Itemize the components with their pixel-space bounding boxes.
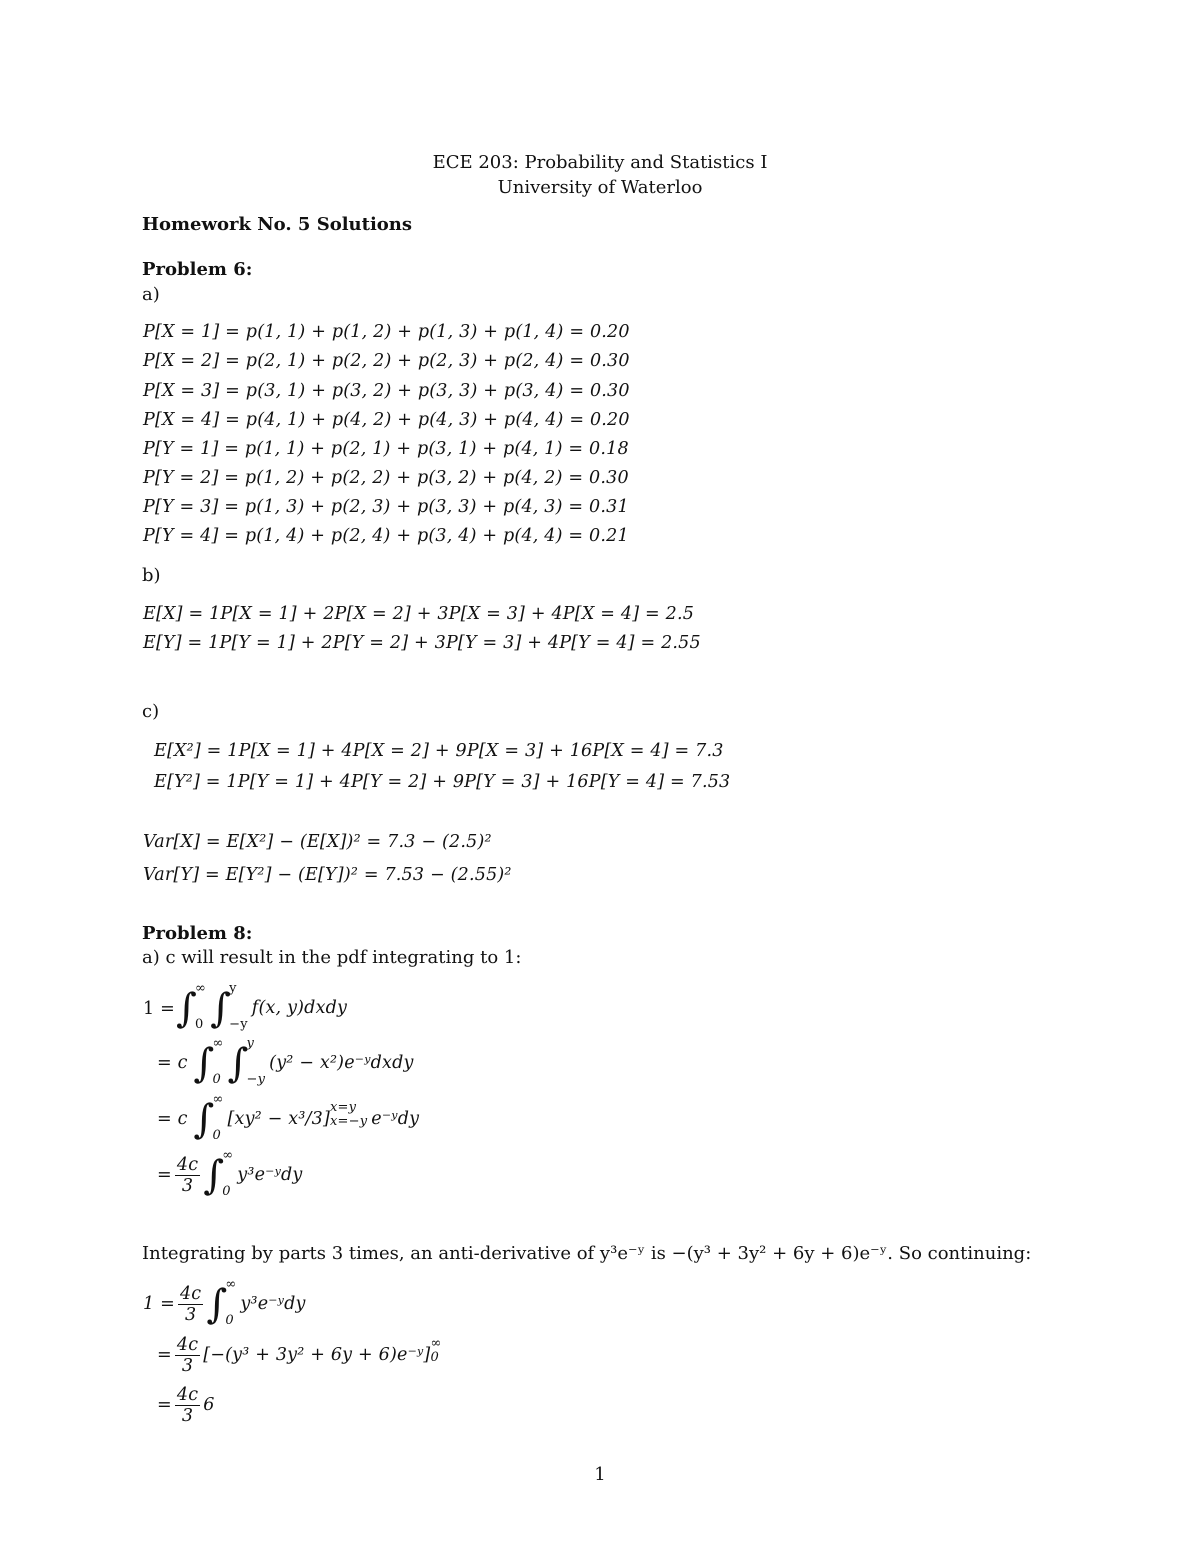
integral-sign: ∫ [210,985,232,1032]
marginal-line: P[Y = 1] = p(1, 1) + p(2, 1) + p(3, 1) + p(4, 1) = 0.18 [143,439,629,459]
integrand: y³e⁻ʸdy [240,1294,306,1314]
marginal-line: P[X = 1] = p(1, 1) + p(1, 2) + p(1, 3) + p(1, 4) = 0.20 [143,322,630,342]
result-line: = $\frac{4c}{3}$ 6 [157,1385,215,1426]
variance-line: Var[X] = E[X²] − (E[X])² = 7.3 − (2.5)² [143,832,492,852]
marginal-line: P[Y = 3] = p(1, 3) + p(2, 3) + p(3, 3) + p(4, 3) = 0.31 [143,497,629,517]
integrand-tail: e⁻ʸdy [371,1109,420,1129]
marginal-line: P[X = 3] = p(3, 1) + p(3, 2) + p(3, 3) + p(3, 4) = 0.30 [143,381,630,401]
evaluated-antiderivative: = $\frac{4c}{3}$ [−(y³ + 3y² + 6y + 6)e⁻ʸ] ∞ 0 [157,1335,442,1376]
integral-limits: ∞ 0 [212,1091,224,1143]
course-title: ECE 203: Probability and Statistics I [432,152,768,173]
fraction: $\frac{4c}{3}$ [176,1335,199,1376]
second-moment-line: E[X²] = 1P[X = 1] + 4P[X = 2] + 9P[X = 3] + 16P[X = 4] = 7.3 [154,741,724,761]
integral-sign: ∫ [227,1040,249,1087]
integral-limits: ∞ 0 [222,1147,234,1199]
single-integral [157,1089,419,1149]
problem-8-heading: Problem 8: [142,923,253,944]
fraction: $\frac{4c}{3}$ [179,1284,202,1325]
bracket-limits: ∞ 0 [430,1335,442,1365]
expectation-line: E[X] = 1P[X = 1] + 2P[X = 2] + 3P[X = 3] + 4P[X = 4] = 2.5 [143,604,695,624]
variance-line: Var[Y] = E[Y²] − (E[Y])² = 7.53 − (2.55)² [143,865,512,885]
integral-sign: ∫ [176,985,198,1032]
part-a-label: a) [142,284,160,305]
integral-sign: ∫ [193,1040,215,1087]
equation-lhs: 1 = [143,999,175,1019]
fraction: $\frac{4c}{3}$ [176,1155,199,1196]
problem-6-heading: Problem 6: [142,259,253,280]
integrand: f(x, y)dxdy [251,998,348,1018]
part-c-label: c) [142,701,160,722]
integrand: y³e⁻ʸdy [237,1165,303,1185]
integral-limits: ∞ 0 [225,1276,237,1328]
integral-limits: y −y [229,980,248,1032]
integration-by-parts-text: Integrating by parts 3 times, an anti-derivative of y³e⁻ʸ is −(y³ + 3y² + 6y + 6)e⁻ʸ. So continuing: [142,1243,1032,1264]
homework-title: Homework No. 5 Solutions [142,214,413,235]
double-integral [176,978,347,1038]
expectation-line: E[Y] = 1P[Y = 1] + 2P[Y = 2] + 3P[Y = 3] + 4P[Y = 4] = 2.55 [143,633,701,653]
integral-limits: y −y [246,1035,266,1087]
double-integral [157,1033,414,1093]
single-integral: = $\frac{4c}{3}$ ∫ ∞ 0 y³e⁻ʸdy [157,1147,303,1199]
integrand: (y² − x²)e⁻ʸdxdy [269,1053,414,1073]
page-number: 1 [594,1464,606,1485]
single-integral: 1 = $\frac{4c}{3}$ ∫ ∞ 0 y³e⁻ʸdy [143,1276,306,1328]
integral-sign: ∫ [206,1281,228,1328]
fraction: $\frac{4c}{3}$ [176,1385,199,1426]
integral-sign: ∫ [193,1096,215,1143]
marginal-line: P[X = 4] = p(4, 1) + p(4, 2) + p(4, 3) + p(4, 4) = 0.20 [143,410,630,430]
evaluated-bracket: [xy² − x³/3] [227,1109,331,1129]
marginal-line: P[X = 2] = p(2, 1) + p(2, 2) + p(2, 3) + p(2, 4) = 0.30 [143,351,630,371]
institution-name: University of Waterloo [497,177,703,198]
marginal-line: P[Y = 4] = p(1, 4) + p(2, 4) + p(3, 4) + p(4, 4) = 0.21 [143,526,629,546]
integral-limits: ∞ 0 [195,980,207,1032]
equals-c: = c [157,1109,188,1129]
part-b-label: b) [142,565,161,586]
marginal-line: P[Y = 2] = p(1, 2) + p(2, 2) + p(3, 2) + p(4, 2) = 0.30 [143,468,629,488]
integral-limits: ∞ 0 [212,1035,224,1087]
equals-c: = c [157,1053,188,1073]
bracket-limits: x=y x=−y [330,1099,368,1129]
part-a-intro: a) c will result in the pdf integrating to 1: [142,947,522,968]
integral-sign: ∫ [203,1152,225,1199]
second-moment-line: E[Y²] = 1P[Y = 1] + 4P[Y = 2] + 9P[Y = 3] + 16P[Y = 4] = 7.53 [154,772,731,792]
